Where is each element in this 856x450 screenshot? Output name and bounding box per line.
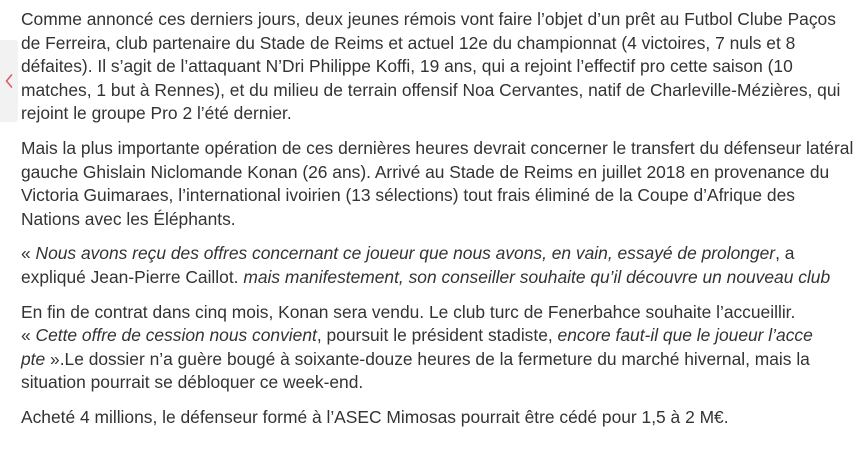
- text-line: gauche Ghislain Niclomande Konan (26 ans). Arrivé au Stade de Reims en juillet 2018 en provenance du: [21, 161, 830, 182]
- text-line: rejoint le groupe Pro 2 l’été dernier.: [21, 103, 292, 124]
- chevron-left-icon: [5, 74, 13, 88]
- quote-text: Nous avons reçu des offres concernant ce joueur que nous avons, en vain, essayé de prolonger: [35, 243, 776, 264]
- text-line: Acheté 4 millions, le défenseur formé à l’ASEC Mimosas pourrait être cédé pour 1,5 à 2 M€.: [21, 406, 729, 427]
- text-line: [21, 242, 856, 266]
- paragraph-price: [21, 406, 856, 430]
- quote-mark: «: [21, 325, 36, 346]
- text-fragment: , a: [775, 243, 795, 264]
- text-fragment: expliqué Jean-Pierre Caillot.: [21, 266, 244, 287]
- text-fragment: ».Le dossier n’a guère bougé à soixante-douze heures de la fermeture du marché hivernal, mais la: [45, 348, 810, 369]
- quote-mark: «: [21, 243, 36, 264]
- quote-text: mais manifestement, son conseiller souhaite qu’il découvre un nouveau club: [243, 266, 831, 287]
- article-body: [21, 0, 856, 441]
- paragraph-konan-transfer: [21, 137, 856, 231]
- text-line: Comme annoncé ces derniers jours, deux jeunes rémois vont faire l’objet d’un prêt au Futbol Clube Paços: [21, 9, 836, 29]
- quote-text: Cette offre de cession nous convient: [35, 325, 317, 346]
- text-line: Nations avec les Éléphants.: [21, 208, 236, 229]
- text-line: [21, 324, 856, 348]
- text-line: En fin de contrat dans cinq mois, Konan sera vendu. Le club turc de Fenerbahce souhaite l’accueillir.: [21, 301, 796, 322]
- text-line: Mais la plus importante opération de ces dernières heures devrait concerner le transfert du défenseur latéral: [21, 137, 854, 158]
- text-line: [21, 266, 856, 290]
- paragraph-fenerbahce: [21, 301, 856, 395]
- text-line: situation pourrait se débloquer ce week-end.: [21, 372, 364, 393]
- paragraph-loans: [21, 8, 856, 126]
- previous-article-tab[interactable]: [0, 40, 18, 122]
- text-line: de Ferreira, club partenaire du Stade de Reims et actuel 12e du championnat (4 victoires, 7 nuls et 8: [21, 32, 796, 53]
- text-line: matches, 1 but à Rennes), et du milieu de terrain offensif Noa Cervantes, natif de Charleville-Mézières, qui: [21, 79, 841, 100]
- quote-text: pte: [21, 348, 46, 369]
- text-line: [21, 348, 856, 372]
- paragraph-caillot-quote: [21, 242, 856, 289]
- quote-text: encore faut-il que le joueur l’acce: [557, 325, 813, 346]
- text-line: défaites). Il s’agit de l’attaquant N’Dri Philippe Koffi, 19 ans, qui a rejoint l’effectif pro cette saison (10: [21, 56, 793, 77]
- text-fragment: , poursuit le président stadiste,: [316, 325, 558, 346]
- text-line: Victoria Guimaraes, l’international ivoirien (13 sélections) tout frais éliminé de la Coupe d’Afrique des: [21, 185, 795, 206]
